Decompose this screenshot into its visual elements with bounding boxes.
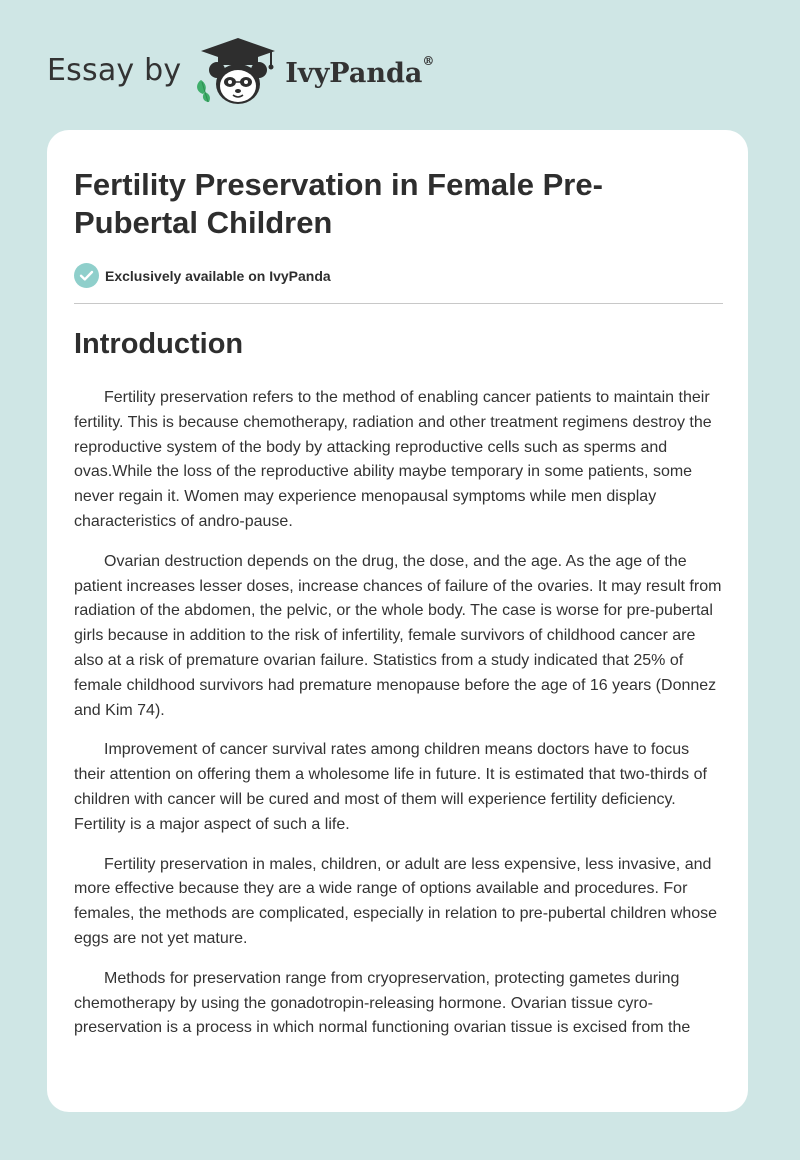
registered-mark: ® xyxy=(422,53,435,68)
brand-name-text: IvyPanda xyxy=(285,57,423,89)
exclusive-badge xyxy=(74,263,331,288)
paragraph: Fertility preservation in males, children, or adult are less expensive, less invasive, and more effective because they are a wide range of options available and procedures. For females, the methods are complicated, especially in relation to pre-pubertal children whose eggs are not yet mature. xyxy=(74,855,718,947)
essay-by-label: Essay by xyxy=(47,52,182,88)
essay-card xyxy=(47,130,748,1112)
site-header xyxy=(47,36,434,108)
paragraph: Improvement of cancer survival rates among children means doctors have to focus their attention on offering them a wholesome life in future. It is estimated that two-thirds of children with cancer will be cured and most of them will experience fertility deficiency. Fertility is a major aspect of such a life. xyxy=(74,741,707,833)
brand-name xyxy=(285,53,435,89)
paragraph: Fertility preservation refers to the method of enabling cancer patients to maintain their fertility. This is because chemotherapy, radiation and other treatment regimens destroy the reproductive system of the body by attacking reproductive cells such as sperms and ovas.While the loss of the reproductive ability maybe temporary in some patients, some never regain it. Women may experience menopausal symptoms while men display characteristics of andro-pause. xyxy=(74,389,712,530)
title-divider xyxy=(74,303,723,304)
paragraph: Ovarian destruction depends on the drug, the dose, and the age. As the age of the patient increases lesser doses, increase chances of failure of the ovaries. It may result from radiation of the abdomen, the pelvic, or the whole body. The case is worse for pre-pubertal girls because in addition to the risk of infertility, female survivors of childhood cancer are also at a risk of premature ovarian failure. Statistics from a study indicated that 25% of female childhood survivors had premature menopause before the age of 16 years (Donnez and Kim 74). xyxy=(74,552,722,719)
exclusive-badge-text: Exclusively available on IvyPanda xyxy=(105,267,331,284)
essay-title: Fertility Preservation in Female Pre-Pubertal Children xyxy=(74,167,603,240)
ivypanda-logo-link[interactable] xyxy=(193,36,434,108)
section-heading-introduction: Introduction xyxy=(74,328,244,360)
panda-graduation-cap-logo-icon xyxy=(193,36,283,108)
paragraph: Methods for preservation range from cryopreservation, protecting gametes during chemotherapy by using the gonadotropin-releasing hormone. Ovarian tissue cyro-preservation is a process in which normal functioning ovarian tissue is excised from the xyxy=(74,969,691,1037)
essay-body xyxy=(74,386,723,1056)
check-circle-icon xyxy=(74,263,99,288)
